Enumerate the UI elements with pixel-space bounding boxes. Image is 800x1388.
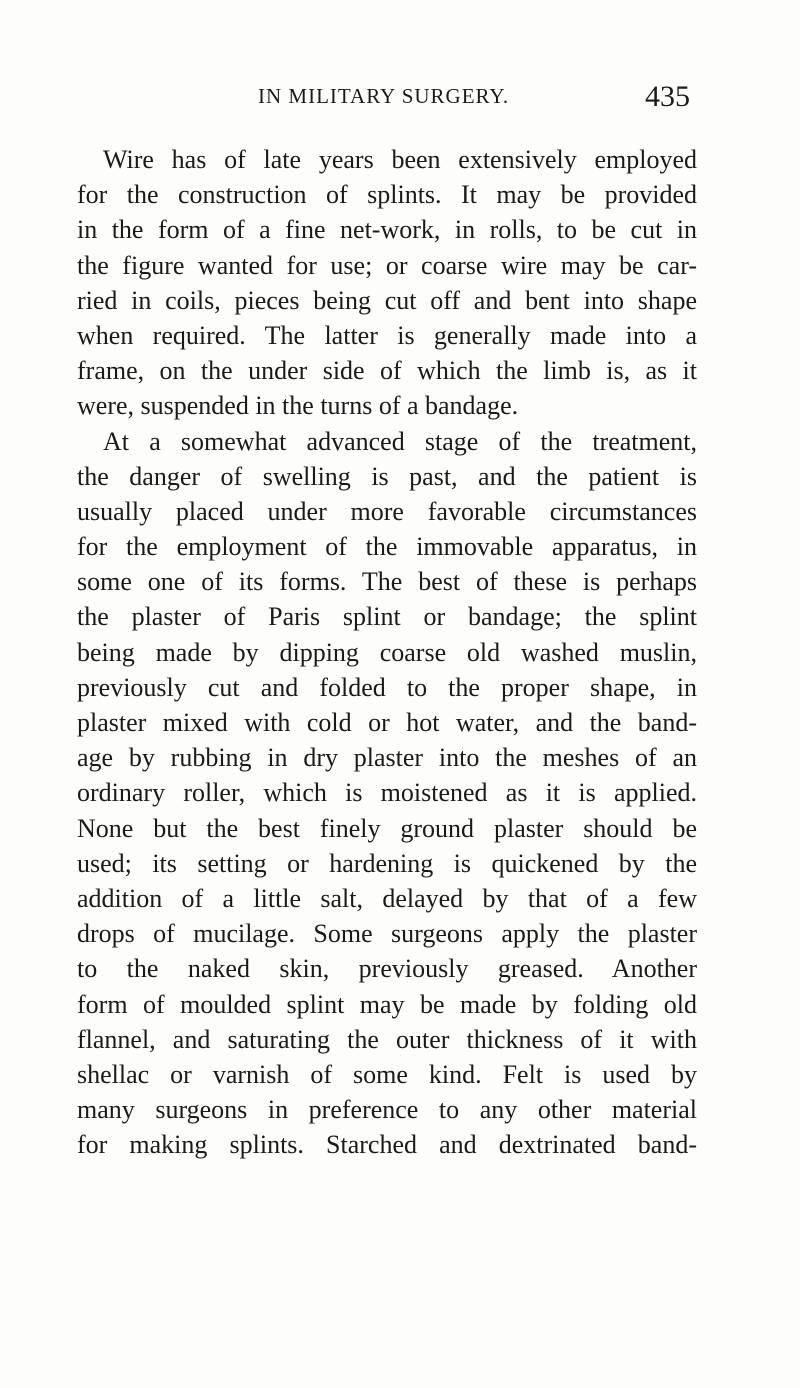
text-line: addition of a little salt, delayed by that of a few [77,883,697,913]
text-line: frame, on the under side of which the limb is, as it [77,356,697,386]
text-line: being made by dipping coarse old washed muslin, [77,637,697,667]
running-head: IN MILITARY SURGERY. [258,84,510,108]
text-line: ordinary roller, which is moistened as it is applied. [77,778,697,808]
text-line: previously cut and folded to the proper shape, in [77,672,697,702]
text-line: for the employment of the immovable apparatus, in [77,532,697,562]
text-line: None but the best finely ground plaster should be [77,813,697,843]
text-line: for making splints. Starched and dextrinated band- [77,1130,697,1160]
text-line: shellac or varnish of some kind. Felt is used by [77,1059,697,1089]
text-line: when required. The latter is generally made into a [77,320,697,350]
text-line: flannel, and saturating the outer thickness of it with [77,1024,697,1054]
text-line: the danger of swelling is past, and the patient is [77,461,697,491]
text-line: for the construction of splints. It may be provided [77,180,697,210]
text-line: plaster mixed with cold or hot water, and the band- [77,708,697,737]
text-line: age by rubbing in dry plaster into the meshes of an [77,743,697,773]
text-line: Wire has of late years been extensively employed [103,145,697,174]
text-line: were, suspended in the turns of a bandage. [77,391,519,421]
text-line: At a somewhat advanced stage of the treatment, [103,426,697,456]
text-line: in the form of a fine net-work, in rolls, to be cut in [77,215,697,245]
text-line: many surgeons in preference to any other material [77,1095,697,1125]
text-line: the figure wanted for use; or coarse wire may be car- [77,250,697,280]
text-line: usually placed under more favorable circumstances [77,496,697,526]
body-text [77,142,697,1162]
text-line: used; its setting or hardening is quickened by the [77,848,697,878]
text-line: the plaster of Paris splint or bandage; the splint [77,602,697,632]
text-line: drops of mucilage. Some surgeons apply the plaster [77,919,697,949]
page-number: 435 [645,80,690,113]
text-line: ried in coils, pieces being cut off and bent into shape [77,285,697,315]
text-line: to the naked skin, previously greased. Another [77,954,697,984]
text-line: form of moulded splint may be made by folding old [77,989,697,1019]
text-line: some one of its forms. The best of these is perhaps [77,567,697,597]
